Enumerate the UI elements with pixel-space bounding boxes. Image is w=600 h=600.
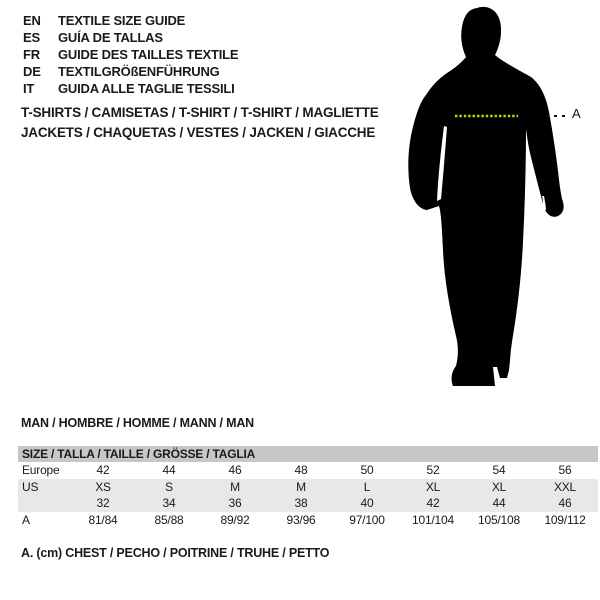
- size-table-cell: 101/104: [412, 512, 454, 527]
- size-table-cell: 89/92: [220, 512, 250, 527]
- size-table-cell: XL: [425, 479, 441, 494]
- size-table-cell: 46: [558, 496, 572, 510]
- size-table-cell: 50: [360, 463, 374, 477]
- language-code: EN: [23, 13, 41, 28]
- size-table: [18, 446, 598, 528]
- size-table-cell: M: [230, 479, 240, 494]
- size-table-cell: 44: [492, 496, 506, 510]
- size-row-label: [18, 495, 70, 512]
- size-table-cell: S: [165, 479, 173, 494]
- size-row-label: A: [22, 512, 30, 527]
- size-table-cell: 36: [228, 496, 242, 510]
- size-table-cell: XL: [491, 479, 507, 494]
- size-table-cell: 85/88: [154, 512, 184, 527]
- man-section-title: MAN / HOMBRE / HOMME / MANN / MAN: [21, 416, 254, 430]
- size-table-cell: 42: [426, 496, 440, 510]
- man-body-shape: [408, 7, 563, 386]
- size-table-cell: XXL: [553, 479, 577, 494]
- size-table-cell: 81/84: [88, 512, 118, 527]
- size-table-cell: M: [296, 479, 306, 494]
- language-code: IT: [23, 81, 35, 96]
- size-table-row: [18, 512, 598, 529]
- size-table-cell: 38: [294, 496, 308, 510]
- size-table-cell: 56: [558, 463, 572, 477]
- size-table-row: [18, 495, 598, 512]
- size-table-cell: 105/108: [478, 512, 520, 527]
- language-code: DE: [23, 64, 41, 79]
- size-table-row: [18, 462, 598, 479]
- product-line-jackets: JACKETS / CHAQUETAS / VESTES / JACKEN / GIACCHE: [21, 124, 376, 140]
- language-guide-title: TEXTILGRÖßENFÜHRUNG: [58, 64, 220, 79]
- size-table-cell: 42: [96, 463, 110, 477]
- measure-a-label: A: [572, 106, 581, 121]
- product-line-tshirts: T-SHIRTS / CAMISETAS / T-SHIRT / T-SHIRT / MAGLIETTE: [21, 105, 379, 120]
- language-guide-title: GUIDE DES TAILLES TEXTILE: [58, 47, 239, 62]
- size-table-row: [18, 479, 598, 496]
- size-row-label: Europe: [22, 463, 60, 477]
- size-table-cell: 46: [228, 463, 242, 477]
- size-table-cell: 32: [96, 496, 110, 510]
- language-guide-title: TEXTILE SIZE GUIDE: [58, 13, 186, 28]
- size-table-cell: 109/112: [544, 512, 586, 527]
- size-table-cell: 54: [492, 463, 506, 477]
- language-code: ES: [23, 30, 40, 45]
- size-table-cell: XS: [95, 479, 111, 494]
- language-guide-title: GUÍA DE TALLAS: [58, 30, 163, 45]
- size-table-cell: 48: [294, 463, 308, 477]
- size-row-label: US: [22, 479, 39, 494]
- language-guide-title: GUIDA ALLE TAGLIE TESSILI: [58, 81, 235, 96]
- size-table-rows: [18, 462, 598, 528]
- size-table-cell: 93/96: [286, 512, 316, 527]
- size-table-header: SIZE / TALLA / TAILLE / GRÖSSE / TAGLIA: [18, 446, 598, 462]
- size-table-cell: L: [363, 479, 371, 494]
- size-table-cell: 52: [426, 463, 440, 477]
- size-table-cell: 34: [162, 496, 176, 510]
- man-silhouette: [400, 0, 600, 400]
- size-table-cell: 97/100: [349, 512, 385, 527]
- language-code: FR: [23, 47, 40, 62]
- size-table-cell: 44: [162, 463, 176, 477]
- size-table-cell: 40: [360, 496, 374, 510]
- measurement-footnote: A. (cm) CHEST / PECHO / POITRINE / TRUHE / PETTO: [21, 546, 330, 560]
